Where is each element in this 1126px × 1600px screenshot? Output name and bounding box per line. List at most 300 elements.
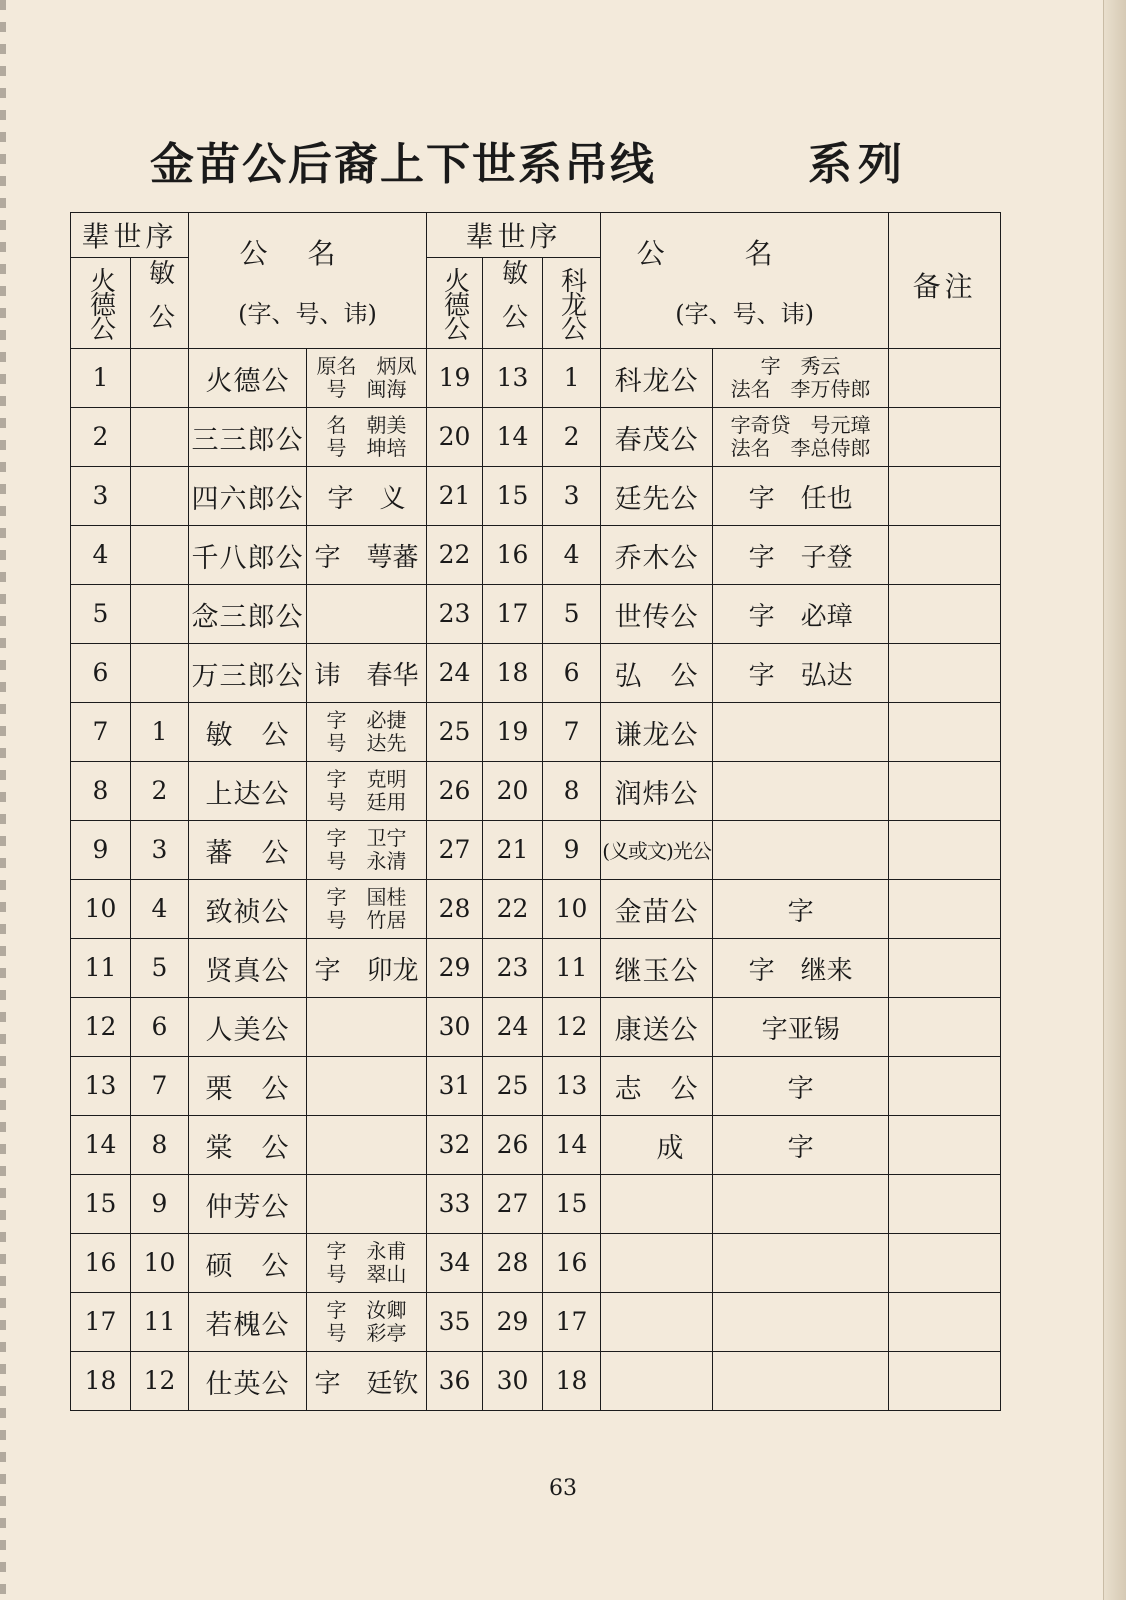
- ancestor-info-cell-line: 字 廷钦: [314, 1368, 419, 1399]
- min-gen-cell-2: [483, 762, 543, 821]
- min-gen-cell: [131, 880, 189, 939]
- ancestor-info-cell-line: 字 卫宁: [326, 826, 407, 850]
- huode-gen-cell: [71, 998, 131, 1057]
- kelong-gen-cell-text: 5: [563, 599, 580, 628]
- ancestor-info-cell-2-lines: [713, 414, 888, 460]
- kelong-gen-cell-text: 8: [563, 776, 580, 805]
- min-gen-cell-2-text: 28: [496, 1248, 529, 1277]
- ancestor-info-cell-2: [713, 1116, 889, 1175]
- ancestor-name-cell: [189, 703, 307, 762]
- huode-gen-cell: [71, 467, 131, 526]
- ancestor-name-cell-2: [601, 467, 713, 526]
- ancestor-info-cell-2-line: 字: [787, 1132, 814, 1163]
- ancestor-name-cell-text: 火德公: [205, 365, 290, 397]
- huode-gen-cell-text: 16: [84, 1248, 117, 1277]
- huode-gen-cell-text: 3: [92, 481, 109, 510]
- table-row: [71, 703, 1001, 762]
- kelong-gen-cell: [543, 1116, 601, 1175]
- header-name-sub-2: (字、号、讳): [675, 300, 814, 328]
- ancestor-name-cell-text: 上达公: [205, 778, 290, 810]
- page-title: [150, 128, 930, 188]
- kelong-gen-cell: [543, 644, 601, 703]
- huode-gen-cell: [71, 821, 131, 880]
- ancestor-name-cell-2-text: (义或文)光公: [602, 839, 711, 863]
- remark-cell: [889, 585, 1001, 644]
- ancestor-name-cell-2-text: 志 公: [614, 1073, 699, 1105]
- ancestor-info-cell-2-line: 字亚锡: [761, 1014, 840, 1045]
- min-gen-cell-text: 8: [151, 1130, 168, 1159]
- kelong-gen-cell: [543, 467, 601, 526]
- table-row: [71, 349, 1001, 408]
- huode-gen-cell-2: [427, 1234, 483, 1293]
- remark-cell: [889, 821, 1001, 880]
- min-gen-cell: [131, 408, 189, 467]
- min-gen-cell-2-text: 14: [496, 422, 529, 451]
- ancestor-info-cell-2-line: 字 子登: [748, 542, 853, 573]
- min-gen-cell-text: 12: [143, 1366, 176, 1395]
- ancestor-name-cell-2: [601, 526, 713, 585]
- ancestor-info-cell: [307, 998, 427, 1057]
- kelong-gen-cell-text: 2: [563, 422, 580, 451]
- min-gen-cell-text: 9: [151, 1189, 168, 1218]
- ancestor-info-cell: [307, 762, 427, 821]
- ancestor-name-cell: [189, 762, 307, 821]
- table-row: [71, 998, 1001, 1057]
- min-gen-cell-2-text: 23: [496, 953, 529, 982]
- ancestor-info-cell-2-lines: [713, 478, 888, 515]
- ancestor-info-cell-lines: [307, 709, 426, 755]
- ancestor-name-cell-2-text: 金苗公: [614, 896, 699, 928]
- ancestor-info-cell-2: [713, 939, 889, 998]
- ancestor-info-cell: [307, 526, 427, 585]
- ancestor-info-cell-lines: [307, 655, 426, 692]
- kelong-gen-cell-text: 11: [555, 953, 588, 982]
- ancestor-info-cell-2-line: 字奇贷 号元璋: [730, 413, 871, 437]
- ancestor-info-cell-line: 号 廷用: [326, 790, 407, 814]
- remark-cell: [889, 998, 1001, 1057]
- ancestor-name-cell: [189, 467, 307, 526]
- min-gen-cell-2-text: 16: [496, 540, 529, 569]
- table-row: [71, 821, 1001, 880]
- kelong-gen-cell-text: 12: [555, 1012, 588, 1041]
- header-kelong: 科龙公: [543, 258, 601, 349]
- kelong-gen-cell: [543, 821, 601, 880]
- kelong-gen-cell: [543, 880, 601, 939]
- huode-gen-cell-text: 6: [92, 658, 109, 687]
- remark-cell: [889, 1352, 1001, 1411]
- min-gen-cell-2-text: 24: [496, 1012, 529, 1041]
- ancestor-name-cell-2-text: 科龙公: [614, 365, 699, 397]
- huode-gen-cell-2-text: 33: [438, 1189, 471, 1218]
- table-row: [71, 1057, 1001, 1116]
- kelong-gen-cell-text: 14: [555, 1130, 588, 1159]
- header-generation: 辈世序: [71, 213, 189, 258]
- ancestor-info-cell-2-line: 字: [787, 896, 814, 927]
- ancestor-info-cell-lines: [307, 1240, 426, 1286]
- huode-gen-cell-2-text: 23: [438, 599, 471, 628]
- ancestor-info-cell-2: [713, 585, 889, 644]
- min-gen-cell-text: 6: [151, 1012, 168, 1041]
- huode-gen-cell-text: 13: [84, 1071, 117, 1100]
- huode-gen-cell-text: 12: [84, 1012, 117, 1041]
- ancestor-info-cell-line: 字 克明: [326, 767, 407, 791]
- ancestor-info-cell-2-line: 字 秀云: [760, 354, 841, 378]
- huode-gen-cell-2-text: 24: [438, 658, 471, 687]
- kelong-gen-cell: [543, 349, 601, 408]
- kelong-gen-cell-text: 4: [563, 540, 580, 569]
- title-main: 金苗公后裔上下世系吊线: [150, 139, 656, 190]
- header-generation-2: 辈世序: [427, 213, 601, 258]
- min-gen-cell-2: [483, 1116, 543, 1175]
- ancestor-info-cell-2: [713, 526, 889, 585]
- ancestor-info-cell-2-lines: [713, 1009, 888, 1046]
- ancestor-name-cell: [189, 1234, 307, 1293]
- huode-gen-cell-text: 1: [92, 363, 109, 392]
- min-gen-cell-text: 11: [143, 1307, 176, 1336]
- huode-gen-cell-2-text: 22: [438, 540, 471, 569]
- huode-gen-cell-2-text: 32: [438, 1130, 471, 1159]
- ancestor-info-cell-2: [713, 703, 889, 762]
- ancestor-name-cell-2-text: 弘 公: [614, 660, 699, 692]
- huode-gen-cell: [71, 644, 131, 703]
- min-gen-cell-text: 3: [151, 835, 168, 864]
- min-gen-cell-2-text: 22: [496, 894, 529, 923]
- ancestor-info-cell-2-lines: [713, 1068, 888, 1105]
- remark-cell: [889, 526, 1001, 585]
- ancestor-name-cell-text: 若槐公: [205, 1309, 290, 1341]
- table-row: [71, 408, 1001, 467]
- ancestor-name-cell-2: [601, 1116, 713, 1175]
- table-row: [71, 939, 1001, 998]
- remark-cell: [889, 762, 1001, 821]
- min-gen-cell: [131, 1352, 189, 1411]
- remark-cell: [889, 644, 1001, 703]
- huode-gen-cell-text: 10: [84, 894, 117, 923]
- min-gen-cell-2-text: 18: [496, 658, 529, 687]
- min-gen-cell: [131, 939, 189, 998]
- ancestor-name-cell-text: 念三郎公: [191, 601, 304, 633]
- ancestor-info-cell-line: 字 永甫: [326, 1239, 407, 1263]
- remark-cell: [889, 703, 1001, 762]
- kelong-gen-cell-text: 10: [555, 894, 588, 923]
- header-huode-2: 火德公: [427, 258, 483, 349]
- huode-gen-cell-text: 9: [92, 835, 109, 864]
- min-gen-cell: [131, 349, 189, 408]
- ancestor-info-cell: [307, 1116, 427, 1175]
- ancestor-info-cell-2-lines: [713, 891, 888, 928]
- kelong-gen-cell-text: 6: [563, 658, 580, 687]
- huode-gen-cell-2: [427, 1057, 483, 1116]
- kelong-gen-cell: [543, 1352, 601, 1411]
- ancestor-name-cell: [189, 1116, 307, 1175]
- huode-gen-cell-2-text: 28: [438, 894, 471, 923]
- ancestor-info-cell-2-line: 字 弘达: [748, 660, 853, 691]
- ancestor-info-cell-2-line: 字 任也: [748, 483, 853, 514]
- huode-gen-cell-text: 15: [84, 1189, 117, 1218]
- ancestor-info-cell-lines: [307, 827, 426, 873]
- ancestor-info-cell-lines: [307, 1363, 426, 1400]
- kelong-gen-cell-text: 7: [563, 717, 580, 746]
- ancestor-info-cell-line: 字 义: [327, 483, 406, 514]
- huode-gen-cell-2-text: 21: [438, 481, 471, 510]
- ancestor-info-cell-2: [713, 644, 889, 703]
- kelong-gen-cell: [543, 585, 601, 644]
- remark-cell: [889, 939, 1001, 998]
- ancestor-name-cell-2: [601, 1352, 713, 1411]
- kelong-gen-cell-text: 1: [563, 363, 580, 392]
- remark-cell: [889, 1234, 1001, 1293]
- ancestor-name-cell-2-text: 润炜公: [614, 778, 699, 810]
- ancestor-name-cell: [189, 526, 307, 585]
- min-gen-cell-2: [483, 998, 543, 1057]
- ancestor-info-cell-2: [713, 998, 889, 1057]
- table-row: [71, 467, 1001, 526]
- ancestor-name-cell-text: 四六郎公: [191, 483, 304, 515]
- min-gen-cell-2-text: 25: [496, 1071, 529, 1100]
- ancestor-info-cell: [307, 821, 427, 880]
- remark-cell: [889, 1057, 1001, 1116]
- table-row: [71, 1175, 1001, 1234]
- header-row-1: [71, 213, 1001, 258]
- ancestor-info-cell-line: 字 国桂: [326, 885, 407, 909]
- min-gen-cell-2: [483, 526, 543, 585]
- table-row: [71, 880, 1001, 939]
- huode-gen-cell: [71, 1234, 131, 1293]
- ancestor-info-cell-line: 字 汝卿: [326, 1298, 407, 1322]
- min-gen-cell-2: [483, 1175, 543, 1234]
- ancestor-info-cell: [307, 939, 427, 998]
- huode-gen-cell-2-text: 30: [438, 1012, 471, 1041]
- ancestor-info-cell-2-line: 字 必璋: [748, 601, 853, 632]
- min-gen-cell: [131, 1116, 189, 1175]
- ancestor-info-cell-line: 讳 春华: [314, 660, 419, 691]
- min-gen-cell: [131, 1293, 189, 1352]
- ancestor-name-cell-text: 仲芳公: [205, 1191, 290, 1223]
- kelong-gen-cell-text: 15: [555, 1189, 588, 1218]
- kelong-gen-cell: [543, 1234, 601, 1293]
- huode-gen-cell: [71, 585, 131, 644]
- min-gen-cell-2: [483, 585, 543, 644]
- min-gen-cell-text: 7: [151, 1071, 168, 1100]
- huode-gen-cell-text: 11: [84, 953, 117, 982]
- huode-gen-cell-2-text: 36: [438, 1366, 471, 1395]
- huode-gen-cell: [71, 703, 131, 762]
- huode-gen-cell-text: 8: [92, 776, 109, 805]
- ancestor-name-cell: [189, 408, 307, 467]
- ancestor-info-cell-2: [713, 408, 889, 467]
- ancestor-name-cell: [189, 1352, 307, 1411]
- huode-gen-cell-2: [427, 1116, 483, 1175]
- ancestor-name-cell-2: [601, 703, 713, 762]
- huode-gen-cell-text: 5: [92, 599, 109, 628]
- page-edge: [1103, 0, 1126, 1600]
- min-gen-cell-2-text: 27: [496, 1189, 529, 1218]
- ancestor-name-cell: [189, 1293, 307, 1352]
- ancestor-name-cell-text: 贤真公: [205, 955, 290, 987]
- ancestor-name-cell-2: [601, 1175, 713, 1234]
- kelong-gen-cell-text: 9: [563, 835, 580, 864]
- ancestor-info-cell-2-lines: [713, 537, 888, 574]
- kelong-gen-cell: [543, 1293, 601, 1352]
- header-name-2: 公名 (字、号、讳): [601, 213, 889, 349]
- ancestor-name-cell-text: 仕英公: [205, 1368, 290, 1400]
- ancestor-info-cell-2: [713, 762, 889, 821]
- min-gen-cell: [131, 526, 189, 585]
- huode-gen-cell-2-text: 34: [438, 1248, 471, 1277]
- ancestor-name-cell-2: [601, 1293, 713, 1352]
- huode-gen-cell-text: 7: [92, 717, 109, 746]
- kelong-gen-cell: [543, 526, 601, 585]
- ancestor-name-cell-text: 硕 公: [205, 1250, 290, 1282]
- header-min-2: 敏公: [483, 258, 543, 349]
- ancestor-info-cell-line: 号 坤培: [326, 436, 407, 460]
- kelong-gen-cell: [543, 762, 601, 821]
- min-gen-cell-text: 2: [151, 776, 168, 805]
- ancestor-info-cell: [307, 703, 427, 762]
- huode-gen-cell: [71, 1352, 131, 1411]
- ancestor-info-cell: [307, 467, 427, 526]
- ancestor-info-cell: [307, 1234, 427, 1293]
- min-gen-cell-text: 1: [151, 717, 168, 746]
- ancestor-info-cell-lines: [307, 355, 426, 401]
- table-row: [71, 644, 1001, 703]
- huode-gen-cell-text: 17: [84, 1307, 117, 1336]
- huode-gen-cell-2-text: 26: [438, 776, 471, 805]
- ancestor-info-cell-2: [713, 1234, 889, 1293]
- ancestor-name-cell: [189, 880, 307, 939]
- table-row: [71, 585, 1001, 644]
- ancestor-name-cell: [189, 998, 307, 1057]
- table-row: [71, 762, 1001, 821]
- ancestor-name-cell-2: [601, 585, 713, 644]
- ancestor-info-cell-2: [713, 1175, 889, 1234]
- min-gen-cell-text: 10: [143, 1248, 176, 1277]
- huode-gen-cell-2: [427, 526, 483, 585]
- ancestor-info-cell-line: 号 达先: [326, 731, 407, 755]
- ancestor-name-cell-text: 蕃 公: [205, 837, 290, 869]
- ancestor-name-cell-2-text: 继玉公: [614, 955, 699, 987]
- huode-gen-cell-2: [427, 998, 483, 1057]
- ancestor-name-cell: [189, 1175, 307, 1234]
- ancestor-info-cell-line: 号 竹居: [326, 908, 407, 932]
- ancestor-name-cell-text: 三三郎公: [191, 424, 304, 456]
- ancestor-name-cell-text: 千八郎公: [191, 542, 304, 574]
- table-row: [71, 1234, 1001, 1293]
- min-gen-cell-2: [483, 408, 543, 467]
- remark-cell: [889, 349, 1001, 408]
- ancestor-name-cell-2: [601, 644, 713, 703]
- min-gen-cell-2: [483, 1293, 543, 1352]
- ancestor-info-cell-line: 字 萼蕃: [314, 542, 419, 573]
- ancestor-info-cell-2-lines: [713, 1127, 888, 1164]
- huode-gen-cell-2: [427, 585, 483, 644]
- ancestor-name-cell: [189, 821, 307, 880]
- header-name-sub: (字、号、讳): [238, 300, 377, 328]
- ancestor-name-cell-2-text: 廷先公: [614, 483, 699, 515]
- ancestor-info-cell-line: 号 闽海: [326, 377, 407, 401]
- huode-gen-cell-2-text: 25: [438, 717, 471, 746]
- ancestor-info-cell-lines: [307, 537, 426, 574]
- ancestor-name-cell-2: [601, 408, 713, 467]
- ancestor-info-cell-lines: [307, 414, 426, 460]
- ancestor-name-cell-2: [601, 762, 713, 821]
- min-gen-cell-2-text: 30: [496, 1366, 529, 1395]
- ancestor-name-cell-text: 棠 公: [205, 1132, 290, 1164]
- ancestor-name-cell-text: 栗 公: [205, 1073, 290, 1105]
- min-gen-cell: [131, 1175, 189, 1234]
- ancestor-info-cell-2-line: 字: [787, 1073, 814, 1104]
- kelong-gen-cell-text: 3: [563, 481, 580, 510]
- ancestor-name-cell-2: [601, 998, 713, 1057]
- min-gen-cell: [131, 821, 189, 880]
- ancestor-info-cell-2: [713, 1352, 889, 1411]
- ancestor-info-cell-line: 字 卯龙: [314, 955, 419, 986]
- min-gen-cell-2: [483, 1234, 543, 1293]
- ancestor-name-cell-2-text: 春茂公: [614, 424, 699, 456]
- ancestor-info-cell-line: 号 永清: [326, 849, 407, 873]
- min-gen-cell-2: [483, 467, 543, 526]
- huode-gen-cell: [71, 408, 131, 467]
- huode-gen-cell-2: [427, 880, 483, 939]
- ancestor-name-cell-2: [601, 880, 713, 939]
- huode-gen-cell-2-text: 29: [438, 953, 471, 982]
- huode-gen-cell-text: 2: [92, 422, 109, 451]
- min-gen-cell-text: 4: [151, 894, 168, 923]
- ancestor-info-cell-2: [713, 821, 889, 880]
- min-gen-cell-text: 5: [151, 953, 168, 982]
- huode-gen-cell: [71, 939, 131, 998]
- huode-gen-cell: [71, 349, 131, 408]
- page-number: 63: [549, 1476, 577, 1501]
- ancestor-name-cell-2: [601, 1234, 713, 1293]
- huode-gen-cell-2: [427, 644, 483, 703]
- min-gen-cell-2-text: 17: [496, 599, 529, 628]
- table-row: [71, 1293, 1001, 1352]
- min-gen-cell-2-text: 13: [496, 363, 529, 392]
- ancestor-info-cell: [307, 408, 427, 467]
- min-gen-cell-2: [483, 703, 543, 762]
- ancestor-info-cell: [307, 880, 427, 939]
- huode-gen-cell-2-text: 31: [438, 1071, 471, 1100]
- min-gen-cell-2: [483, 1057, 543, 1116]
- ancestor-name-cell-text: 敏 公: [205, 719, 290, 751]
- ancestor-info-cell-line: 号 翠山: [326, 1262, 407, 1286]
- ancestor-name-cell: [189, 1057, 307, 1116]
- min-gen-cell-2: [483, 821, 543, 880]
- header-remarks: 备注: [889, 213, 1001, 349]
- huode-gen-cell: [71, 880, 131, 939]
- ancestor-name-cell-2-text: 世传公: [614, 601, 699, 633]
- ancestor-info-cell: [307, 1293, 427, 1352]
- header-name: 公名 (字、号、讳): [189, 213, 427, 349]
- remark-cell: [889, 1293, 1001, 1352]
- remark-cell: [889, 1175, 1001, 1234]
- kelong-gen-cell: [543, 703, 601, 762]
- ancestor-name-cell: [189, 644, 307, 703]
- min-gen-cell: [131, 762, 189, 821]
- kelong-gen-cell-text: 17: [555, 1307, 588, 1336]
- huode-gen-cell-2-text: 19: [438, 363, 471, 392]
- ancestor-info-cell-2-lines: [713, 950, 888, 987]
- huode-gen-cell: [71, 1057, 131, 1116]
- min-gen-cell-2: [483, 939, 543, 998]
- ancestor-name-cell-2-text: 乔木公: [614, 542, 699, 574]
- kelong-gen-cell: [543, 1057, 601, 1116]
- ancestor-info-cell-2: [713, 467, 889, 526]
- huode-gen-cell: [71, 762, 131, 821]
- ancestor-name-cell: [189, 939, 307, 998]
- binding-edge: [0, 0, 6, 1600]
